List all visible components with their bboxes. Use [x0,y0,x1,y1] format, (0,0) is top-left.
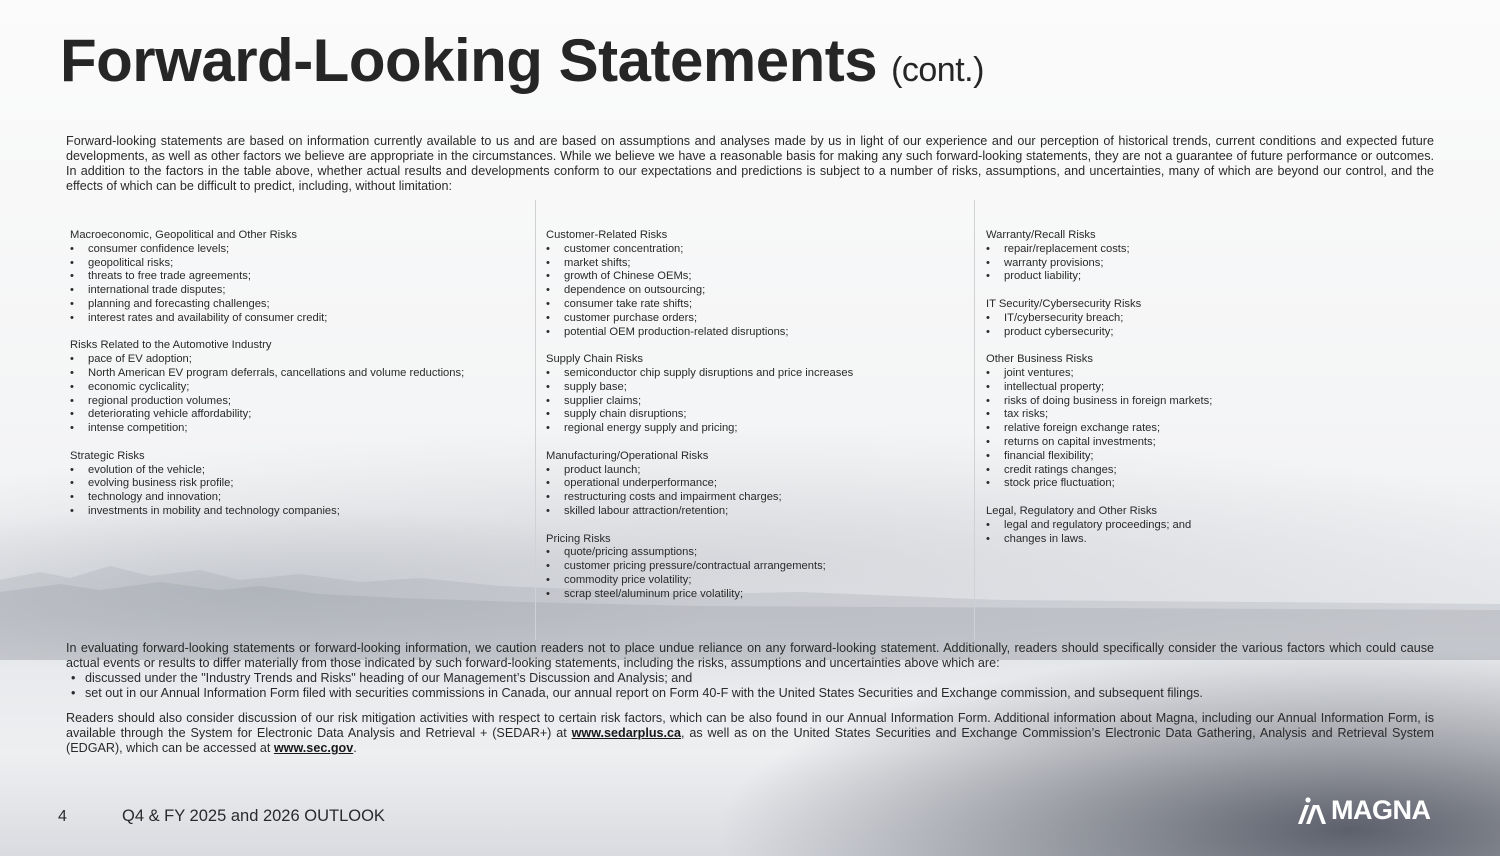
risk-group [546,353,966,436]
risk-item: • supply chain disruptions; [546,408,966,422]
additional-info-paragraph [66,711,1434,756]
risk-item: • regional production volumes; [70,395,525,409]
risk-item: • skilled labour attraction/retention; [546,505,966,519]
risk-item: • warranty provisions; [986,257,1406,271]
closing-list-item: • set out in our Annual Information Form filed with securities commissions in Canada, our annual report on Form 40-F with the United States Securities and Exchange commission, and subsequent filings. [66,686,1434,701]
risk-item: • semiconductor chip supply disruptions and price increases [546,367,966,381]
risk-item: • repair/replacement costs; [986,243,1406,257]
risk-list [70,353,525,436]
risk-item: • risks of doing business in foreign markets; [986,395,1406,409]
risk-list [986,367,1406,491]
additional-info-text: . [353,741,357,755]
risk-item: • relative foreign exchange rates; [986,422,1406,436]
risk-list [986,243,1406,284]
additional-info-text: , as well as on the United States Securities and Exchange Commission’s Electronic Data Gathering, Analysis and Retrieval System (EDGAR), which can be accessed at [66,726,1435,755]
risk-list [986,519,1406,547]
column-divider [974,200,975,640]
risk-item: • operational underperformance; [546,477,966,491]
risk-item: • dependence on outsourcing; [546,284,966,298]
page-number: 4 [58,808,67,825]
sec-link[interactable]: www.sec.gov [273,741,354,755]
sedar-link[interactable]: www.sedarplus.ca [571,726,682,740]
deck-title: Q4 & FY 2025 and 2026 OUTLOOK [122,807,385,825]
risk-column-2 [546,229,966,615]
risk-item: • restructuring costs and impairment charges; [546,491,966,505]
risk-item: • quote/pricing assumptions; [546,546,966,560]
risk-group [70,229,525,326]
risk-group-title: IT Security/Cybersecurity Risks [986,297,1142,310]
risk-item: • customer purchase orders; [546,312,966,326]
risk-item: • deteriorating vehicle affordability; [70,408,525,422]
risk-list [546,546,966,601]
risk-group-title: Supply Chain Risks [546,353,644,366]
risk-item: • product liability; [986,270,1406,284]
risk-group [546,229,966,339]
risk-item: • potential OEM production-related disruptions; [546,326,966,340]
risk-item: • technology and innovation; [70,491,525,505]
risk-item: • returns on capital investments; [986,436,1406,450]
title-main: Forward-Looking Statements [60,27,878,94]
risk-group-title: Pricing Risks [546,532,611,545]
risk-item: • regional energy supply and pricing; [546,422,966,436]
risk-item: • legal and regulatory proceedings; and [986,519,1406,533]
risk-item: • supply base; [546,381,966,395]
risk-item: • customer pricing pressure/contractual arrangements; [546,560,966,574]
closing-list [66,671,1434,701]
risk-group [70,339,525,436]
risk-item: • evolving business risk profile; [70,477,525,491]
risk-group-title: Warranty/Recall Risks [986,229,1096,241]
column-divider [535,200,536,640]
risk-group [986,505,1406,546]
risk-item: • economic cyclicality; [70,381,525,395]
intro-paragraph: Forward-looking statements are based on information currently available to us and are based on assumptions and analyses made by us in light of our experience and our perception of historical trends, current conditions and expected future developments, as well as other factors we believe are appropriate in the circumstances. While we believe we have a reasonable basis for making any such forward-looking statements, they are not a guarantee of future performance or outcomes. In addition to the factors in the table above, whether actual results and developments conform to our expectations and predictions is subject to a number of risks, assumptions, and uncertainties, many of which are beyond our control, and the effects of which can be difficult to predict, including, without limitation: [66,134,1434,193]
risk-item: • intellectual property; [986,381,1406,395]
logo-wordmark: MAGNA [1331,794,1431,825]
risk-item: • interest rates and availability of consumer credit; [70,312,525,326]
magna-emblem-icon [1298,796,1328,824]
risk-item: • consumer confidence levels; [70,243,525,257]
risk-item: • tax risks; [986,408,1406,422]
risk-item: • scrap steel/aluminum price volatility; [546,588,966,602]
risk-item: • customer concentration; [546,243,966,257]
risk-group [986,229,1406,284]
page-title [60,26,984,95]
risk-item: • product launch; [546,464,966,478]
risk-item: • IT/cybersecurity breach; [986,312,1406,326]
risk-list [986,312,1406,340]
risk-group [546,533,966,602]
risk-group-title: Manufacturing/Operational Risks [546,449,709,462]
risk-item: • credit ratings changes; [986,464,1406,478]
closing-list-item: • discussed under the "Industry Trends and Risks" heading of our Management’s Discussion and Analysis; and [66,671,1434,686]
risk-list [546,367,966,436]
closing-section [66,641,1434,756]
risk-group-title: Risks Related to the Automotive Industry [70,339,272,352]
additional-info-text: Readers should also consider discussion of our risk mitigation activities with respect to certain risk factors, which can be also found in our Annual Information Form. Additional information about Magna, including our Annual Information Form, is available through the System for Electronic Data Analysis and Retrieval + (SEDAR+) at [66,711,1434,740]
risk-column-3 [986,229,1406,560]
risk-item: • pace of EV adoption; [70,353,525,367]
risk-group-title: Strategic Risks [70,449,145,462]
risk-item: • North American EV program deferrals, cancellations and volume reductions; [70,367,525,381]
magna-logo [1298,794,1431,826]
risk-item: • stock price fluctuation; [986,477,1406,491]
title-suffix: (cont.) [891,51,984,89]
risk-group-title: Legal, Regulatory and Other Risks [986,504,1158,517]
risk-group-title: Customer-Related Risks [546,229,668,241]
risk-item: • joint ventures; [986,367,1406,381]
risk-group-title: Macroeconomic, Geopolitical and Other Risks [70,229,297,241]
risk-item: • international trade disputes; [70,284,525,298]
risk-group [986,353,1406,491]
risk-item: • threats to free trade agreements; [70,270,525,284]
risk-item: • evolution of the vehicle; [70,464,525,478]
risk-item: • financial flexibility; [986,450,1406,464]
risk-item: • changes in laws. [986,533,1406,547]
risk-item: • investments in mobility and technology companies; [70,505,525,519]
closing-paragraph: In evaluating forward-looking statements or forward-looking information, we caution readers not to place undue reliance on any forward-looking statement. Additionally, readers should specifically consider the various factors which could cause actual events or results to differ materially from those indicated by such forward-looking statements, including the risks, assumptions and uncertainties above which are: [66,641,1434,670]
risk-item: • planning and forecasting challenges; [70,298,525,312]
risk-list [546,243,966,340]
risk-item: • product cybersecurity; [986,326,1406,340]
risk-item: • commodity price volatility; [546,574,966,588]
risk-item: • growth of Chinese OEMs; [546,270,966,284]
risk-list [546,464,966,519]
risk-group-title: Other Business Risks [986,353,1093,366]
risk-list [70,464,525,519]
risk-item: • consumer take rate shifts; [546,298,966,312]
risk-group [986,298,1406,339]
risk-column-1 [70,229,525,533]
risk-item: • intense competition; [70,422,525,436]
risk-item: • market shifts; [546,257,966,271]
risk-item: • geopolitical risks; [70,257,525,271]
risk-list [70,243,525,326]
risk-group [70,450,525,519]
risk-group [546,450,966,519]
risk-item: • supplier claims; [546,395,966,409]
